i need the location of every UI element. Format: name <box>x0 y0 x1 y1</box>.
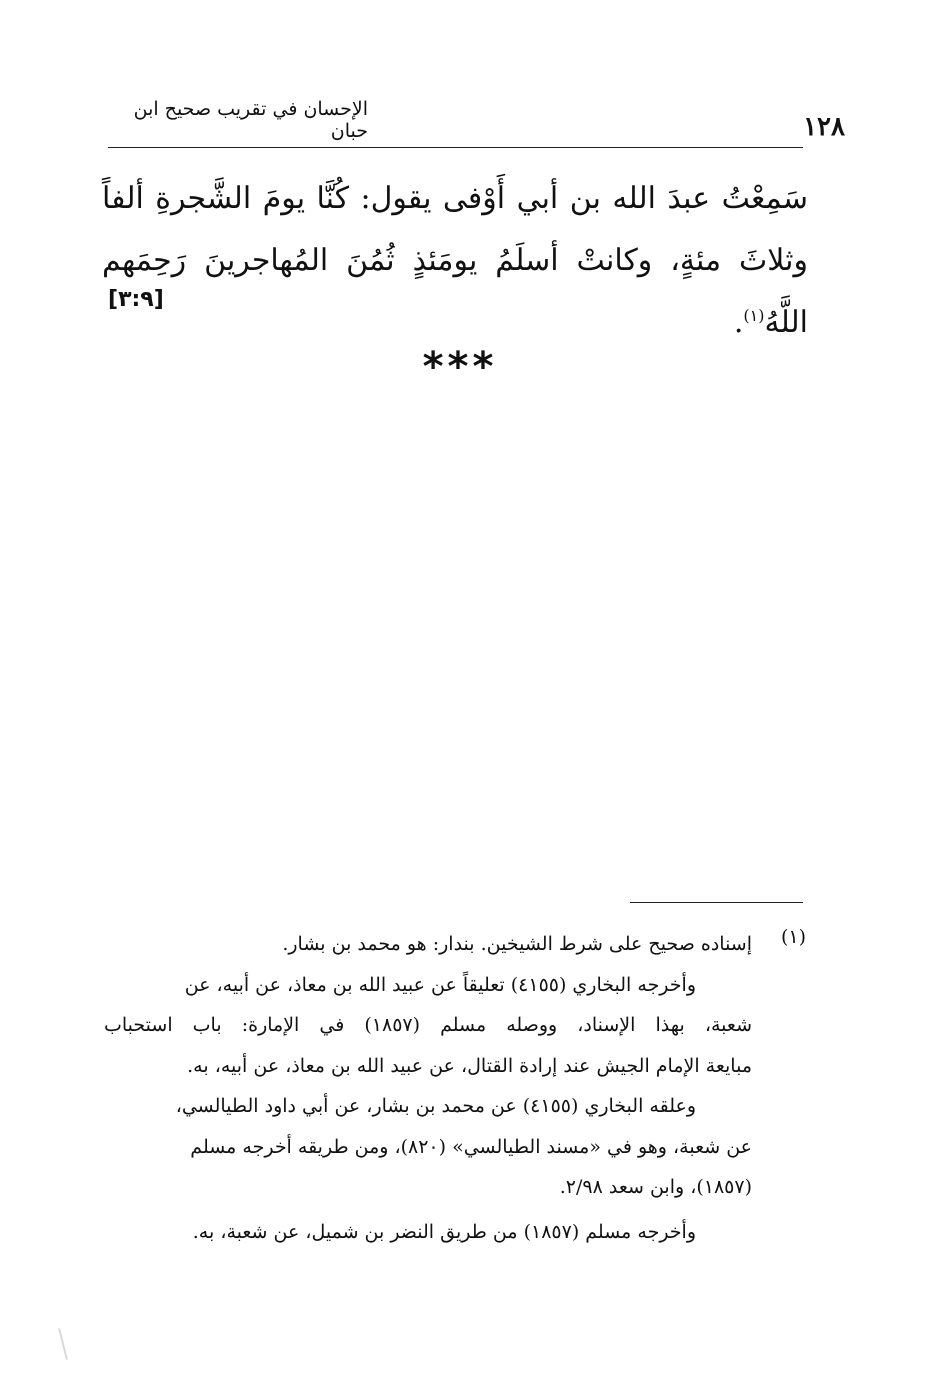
footnote-line: إسناده صحيح على شرط الشيخين. بندار: هو محمد بن بشار. <box>282 933 752 955</box>
footnote-line: (١٨٥٧)، وابن سعد ٢/٩٨. <box>559 1176 752 1198</box>
scan-artifact <box>58 1328 68 1360</box>
hadith-end-mark: . <box>733 305 744 340</box>
section-separator: *** <box>422 344 498 390</box>
header-rule <box>108 147 803 148</box>
hadith-reference: [٣:٩] <box>108 287 164 312</box>
footnote-line: وأخرجه مسلم (١٨٥٧) من طريق النضر بن شميل، عن شعبة، به. <box>192 1220 696 1243</box>
footnote-line: مبايعة الإمام الجيش عند إرادة القتال، عن عبيد الله بن معاذ، عن أبيه، به. <box>187 1054 752 1077</box>
running-head: الإحسان في تقريب صحيح ابن حبان <box>133 98 368 142</box>
footnote-line: شعبة، بهذا الإسناد، ووصله مسلم (١٨٥٧) في الإمارة: باب استحباب <box>104 1014 752 1036</box>
footnote-body <box>104 924 752 1252</box>
footnote-number: (١) <box>780 926 806 948</box>
footnote-rule <box>630 902 803 903</box>
page-number: ١٢٨ <box>803 112 845 142</box>
footnote-line: وأخرجه البخاري (٤١٥٥) تعليقاً عن عبيد الله بن معاذ، عن أبيه، عن <box>184 973 696 996</box>
footnote-reference[interactable]: (١) <box>743 306 765 325</box>
footnote-line: عن شعبة، وهو في «مسند الطيالسي» (٨٢٠)، ومن طريقه أخرجه مسلم <box>190 1135 752 1158</box>
footnote-line: وعلقه البخاري (٤١٥٥) عن محمد بن بشار، عن أبي داود الطيالسي، <box>175 1095 696 1117</box>
hadith-body: سَمِعْتُ عبدَ الله بن أبي أَوْفى يقول: كُنَّا يومَ الشَّجرةِ ألفاً وثلاثَ مئةٍ، وكانتْ أسلَمُ يومَئذٍ ثُمُنَ المُهاجرينَ رَحِمَهم اللَّهُ <box>102 181 808 340</box>
hadith-text <box>102 168 808 354</box>
